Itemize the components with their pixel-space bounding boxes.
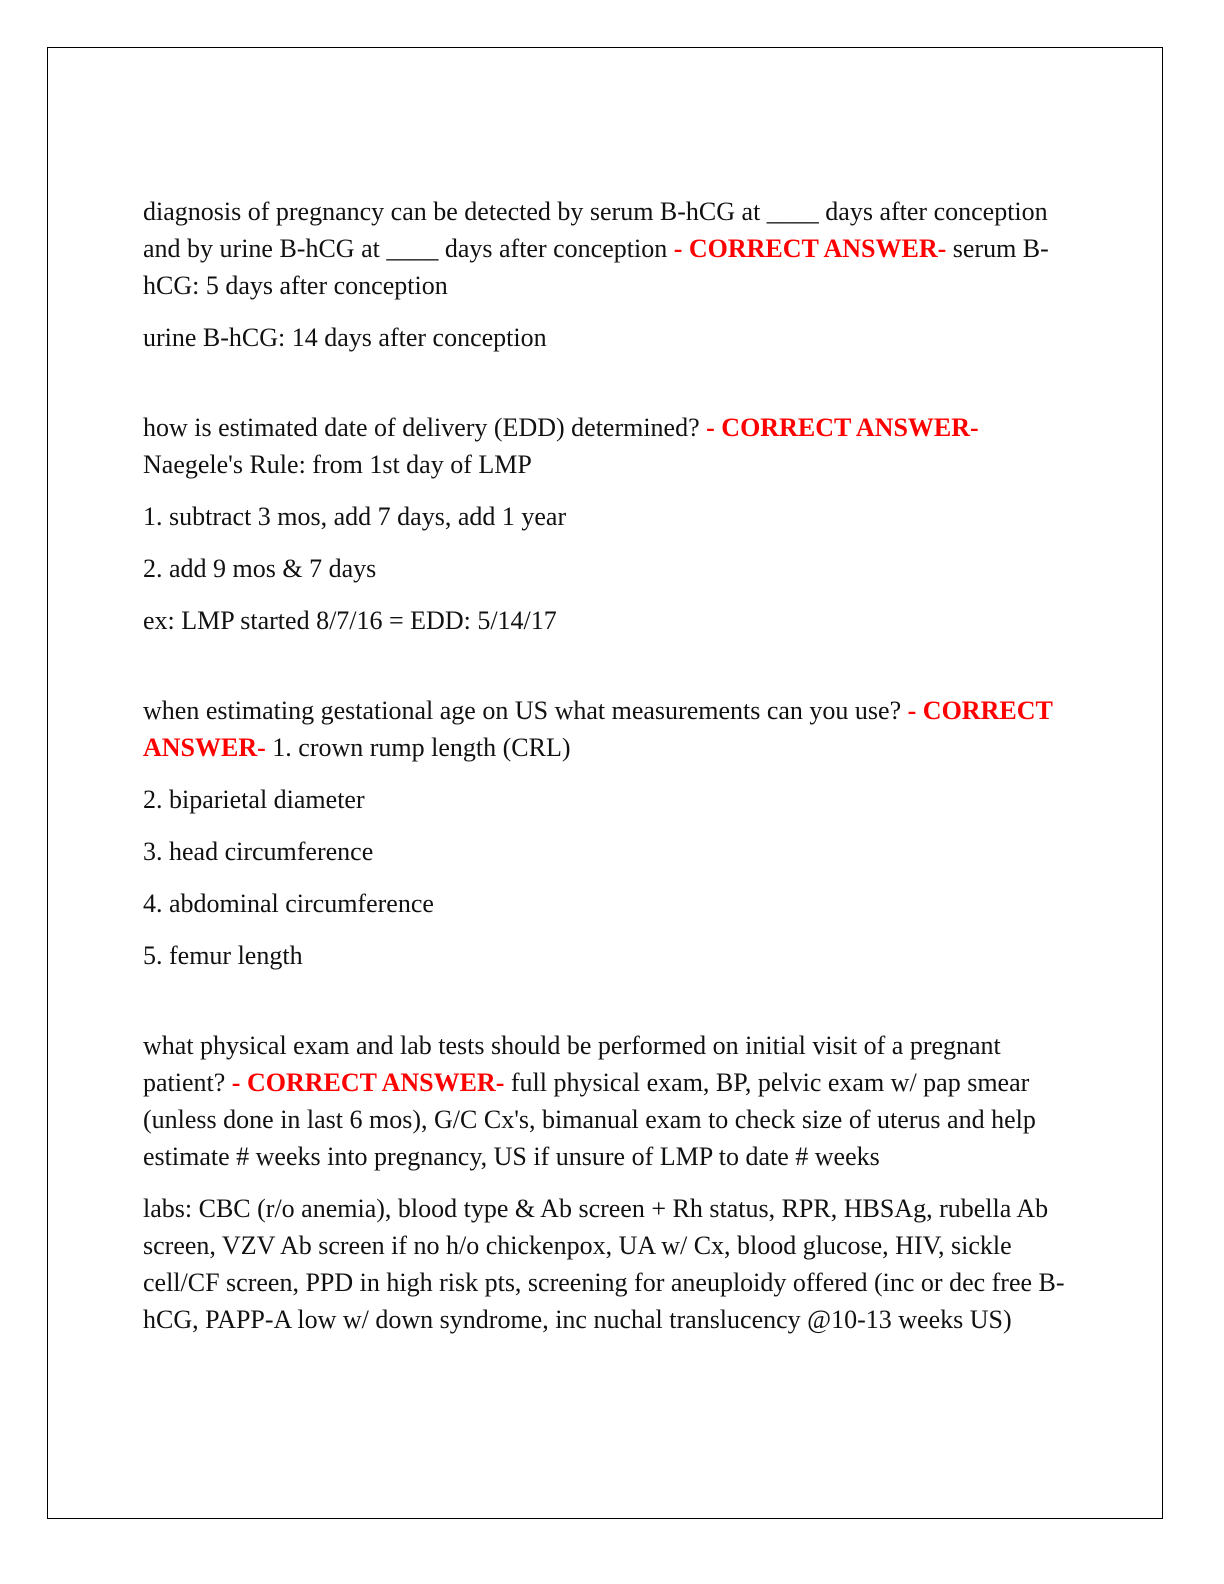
qa-item [143, 193, 1078, 356]
qa-item [143, 692, 1078, 974]
correct-answer-label: - CORRECT ANSWER- [673, 234, 947, 263]
answer-line: 2. biparietal diameter [143, 785, 365, 814]
correct-answer-label: - CORRECT ANSWER- [706, 413, 979, 442]
document-content [143, 193, 1078, 1391]
question-text: diagnosis of pregnancy can be detected by serum B-hCG at ____ days after conception and by urine B-hCG at ____ days after conception [143, 197, 1048, 263]
answer-line: 3. head circumference [143, 837, 374, 866]
question-text: when estimating gestational age on US what measurements can you use? [143, 696, 902, 725]
answer-line: ex: LMP started 8/7/16 = EDD: 5/14/17 [143, 606, 557, 635]
answer-line: urine B-hCG: 14 days after conception [143, 323, 547, 352]
question-paragraph [143, 193, 1078, 304]
question-paragraph [143, 409, 1078, 483]
answer-line: 2. add 9 mos & 7 days [143, 554, 377, 583]
answer-text: Naegele's Rule: from 1st day of LMP [143, 450, 532, 479]
qa-item [143, 409, 1078, 639]
answer-line: 1. subtract 3 mos, add 7 days, add 1 year [143, 502, 567, 531]
answer-line: 5. femur length [143, 941, 303, 970]
question-paragraph [143, 1027, 1078, 1175]
answer-text: 1. crown rump length (CRL) [272, 733, 571, 762]
correct-answer-label: - CORRECT ANSWER- [143, 696, 1053, 762]
qa-item [143, 1027, 1078, 1338]
answer-line: labs: CBC (r/o anemia), blood type & Ab screen + Rh status, RPR, HBSAg, rubella Ab screen, VZV Ab screen if no h/o chickenpox, UA w/ Cx, blood glucose, HIV, sickle cell/CF screen, PPD in high risk pts, screening for aneuploidy offered (inc or dec free B-hCG, PAPP-A low w/ down syndrome, inc nuchal translucency @10-13 weeks US) [143, 1194, 1065, 1334]
question-text: what physical exam and lab tests should be performed on initial visit of a pregnant patient? [143, 1031, 1001, 1097]
answer-text: serum B-hCG: 5 days after conception [143, 234, 1049, 300]
question-paragraph [143, 692, 1078, 766]
answer-text: full physical exam, BP, pelvic exam w/ pap smear (unless done in last 6 mos), G/C Cx's, bimanual exam to check size of uterus and help estimate # weeks into pregnancy, US if unsure of LMP to date # weeks [143, 1068, 1036, 1171]
question-text: how is estimated date of delivery (EDD) determined? [143, 413, 700, 442]
correct-answer-label: - CORRECT ANSWER- [231, 1068, 505, 1097]
answer-line: 4. abdominal circumference [143, 889, 434, 918]
